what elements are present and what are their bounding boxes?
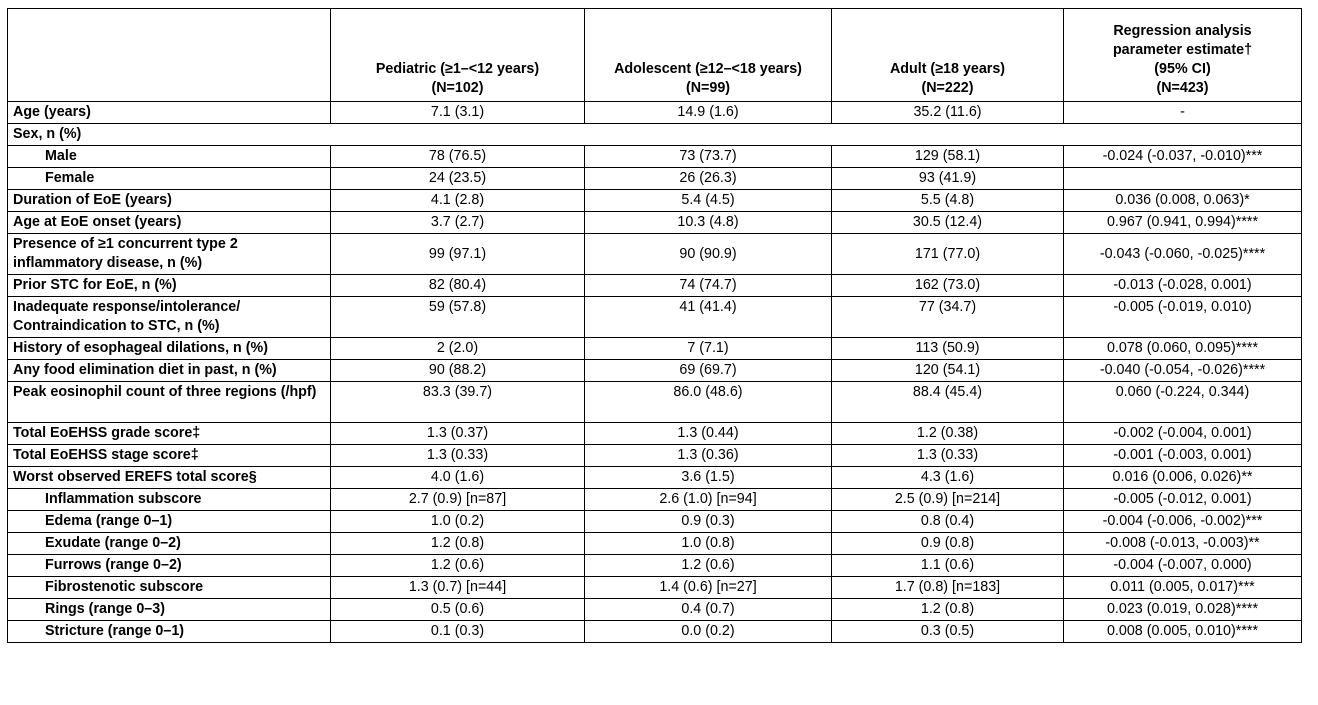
table-row [8,577,1302,599]
cell-value [1064,168,1302,190]
cell-value: 0.5 (0.6) [331,599,585,621]
cell-value: 1.1 (0.6) [832,555,1064,577]
cell-value: 1.3 (0.33) [832,445,1064,467]
row-label: Worst observed EREFS total score§ [8,467,331,489]
cell-value: 2.6 (1.0) [n=94] [585,489,832,511]
cell-value: -0.013 (-0.028, 0.001) [1064,275,1302,297]
cell-value: 171 (77.0) [832,234,1064,275]
row-label: Age (years) [8,102,331,124]
column-header-line: (N=102) [431,80,484,96]
column-header-line: parameter estimate† [1112,42,1253,58]
cell-value: 129 (58.1) [832,146,1064,168]
cell-value: 59 (57.8) [331,297,585,338]
table-row [8,212,1302,234]
column-header-3 [832,9,1064,102]
cell-value: 0.3 (0.5) [832,621,1064,643]
column-header-line: Adolescent (≥12–<18 years) [614,61,802,77]
cell-value: 1.2 (0.6) [331,555,585,577]
row-label: Total EoEHSS stage score‡ [8,445,331,467]
cell-value: 3.7 (2.7) [331,212,585,234]
row-label: Inflammation subscore [8,489,331,511]
cell-value: 1.3 (0.44) [585,423,832,445]
row-label: Edema (range 0–1) [8,511,331,533]
cell-value: 26 (26.3) [585,168,832,190]
column-header-line: (N=99) [685,80,731,96]
table-row [8,599,1302,621]
row-label: Male [8,146,331,168]
cell-value: 78 (76.5) [331,146,585,168]
cell-value: 73 (73.7) [585,146,832,168]
row-label: Stricture (range 0–1) [8,621,331,643]
cell-value: -0.002 (-0.004, 0.001) [1064,423,1302,445]
cell-value: 1.3 (0.36) [585,445,832,467]
table-row [8,168,1302,190]
cell-value: 1.4 (0.6) [n=27] [585,577,832,599]
header-row [8,9,1302,102]
cell-value: 14.9 (1.6) [585,102,832,124]
cell-value: 99 (97.1) [331,234,585,275]
column-header-4 [1064,9,1302,102]
cell-value: 10.3 (4.8) [585,212,832,234]
row-label: Rings (range 0–3) [8,599,331,621]
cell-value: -0.040 (-0.054, -0.026)**** [1064,360,1302,382]
cell-value: 1.2 (0.6) [585,555,832,577]
cell-value: 35.2 (11.6) [832,102,1064,124]
cell-value: 88.4 (45.4) [832,382,1064,423]
cell-value: 0.023 (0.019, 0.028)**** [1064,599,1302,621]
cell-value: -0.024 (-0.037, -0.010)*** [1064,146,1302,168]
cell-value: 83.3 (39.7) [331,382,585,423]
cell-value: 0.011 (0.005, 0.017)*** [1064,577,1302,599]
table-row [8,382,1302,423]
cell-value: -0.008 (-0.013, -0.003)** [1064,533,1302,555]
cell-value: 162 (73.0) [832,275,1064,297]
cell-value: 0.1 (0.3) [331,621,585,643]
cell-value: 2 (2.0) [331,338,585,360]
cell-value: 4.1 (2.8) [331,190,585,212]
cell-value: 90 (88.2) [331,360,585,382]
row-label: Female [8,168,331,190]
cell-value: 69 (69.7) [585,360,832,382]
cell-value: -0.004 (-0.006, -0.002)*** [1064,511,1302,533]
cell-value: 3.6 (1.5) [585,467,832,489]
column-header-line: Regression analysis [1113,23,1252,39]
cell-value: 5.5 (4.8) [832,190,1064,212]
row-label: Duration of EoE (years) [8,190,331,212]
row-label: Total EoEHSS grade score‡ [8,423,331,445]
table-row [8,146,1302,168]
cell-value: 1.7 (0.8) [n=183] [832,577,1064,599]
cell-value: -0.005 (-0.012, 0.001) [1064,489,1302,511]
cell-value: -0.043 (-0.060, -0.025)**** [1064,234,1302,275]
cell-value: 30.5 (12.4) [832,212,1064,234]
row-label: Inadequate response/intolerance/ Contraindication to STC, n (%) [8,297,331,338]
cell-value: 0.060 (-0.224, 0.344) [1064,382,1302,423]
cell-value: 1.0 (0.8) [585,533,832,555]
table-row [8,338,1302,360]
row-label: History of esophageal dilations, n (%) [8,338,331,360]
cell-value: 0.8 (0.4) [832,511,1064,533]
cell-value: 7.1 (3.1) [331,102,585,124]
cell-value: 7 (7.1) [585,338,832,360]
cell-value: 93 (41.9) [832,168,1064,190]
cell-value: 4.3 (1.6) [832,467,1064,489]
table-row [8,555,1302,577]
cell-value: 74 (74.7) [585,275,832,297]
cell-value: 41 (41.4) [585,297,832,338]
table-row [8,467,1302,489]
cell-value: 86.0 (48.6) [585,382,832,423]
cell-value: 0.078 (0.060, 0.095)**** [1064,338,1302,360]
cell-value: 1.2 (0.8) [331,533,585,555]
table-row [8,360,1302,382]
table-row [8,234,1302,275]
cell-value: - [1064,102,1302,124]
row-label: Age at EoE onset (years) [8,212,331,234]
cell-value: 4.0 (1.6) [331,467,585,489]
table-row [8,621,1302,643]
column-header-0 [8,9,331,102]
row-label: Fibrostenotic subscore [8,577,331,599]
table-row [8,190,1302,212]
table-row [8,445,1302,467]
column-header-line: (N=222) [921,80,974,96]
table-row [8,489,1302,511]
table-row [8,275,1302,297]
cell-value: 90 (90.9) [585,234,832,275]
cell-value: -0.005 (-0.019, 0.010) [1064,297,1302,338]
cell-value: 0.967 (0.941, 0.994)**** [1064,212,1302,234]
cell-value: 1.2 (0.8) [832,599,1064,621]
cell-value: -0.001 (-0.003, 0.001) [1064,445,1302,467]
cell-value: 0.008 (0.005, 0.010)**** [1064,621,1302,643]
column-header-line: Pediatric (≥1–<12 years) [375,61,540,77]
cell-value: 0.9 (0.3) [585,511,832,533]
row-label: Exudate (range 0–2) [8,533,331,555]
table-row [8,423,1302,445]
table-row [8,533,1302,555]
table-row [8,511,1302,533]
cell-value: 2.7 (0.9) [n=87] [331,489,585,511]
cell-value: 113 (50.9) [832,338,1064,360]
table-row [8,102,1302,124]
baseline-characteristics-table [7,8,1302,643]
cell-value: 1.3 (0.37) [331,423,585,445]
cell-value: 2.5 (0.9) [n=214] [832,489,1064,511]
cell-value: 0.0 (0.2) [585,621,832,643]
column-header-2 [585,9,832,102]
table-body [8,102,1302,643]
column-header-line: (95% CI) [1154,61,1211,77]
row-label: Any food elimination diet in past, n (%) [8,360,331,382]
cell-value: 1.3 (0.33) [331,445,585,467]
section-label: Sex, n (%) [8,124,1302,146]
column-header-line: Adult (≥18 years) [889,61,1006,77]
row-label: Prior STC for EoE, n (%) [8,275,331,297]
column-header-1 [331,9,585,102]
column-header-line: (N=423) [1156,80,1209,96]
cell-value: 5.4 (4.5) [585,190,832,212]
cell-value: 24 (23.5) [331,168,585,190]
cell-value: 77 (34.7) [832,297,1064,338]
cell-value: 0.016 (0.006, 0.026)** [1064,467,1302,489]
cell-value: 1.3 (0.7) [n=44] [331,577,585,599]
cell-value: 1.2 (0.38) [832,423,1064,445]
row-label: Presence of ≥1 concurrent type 2 inflammatory disease, n (%) [8,234,331,275]
table-row [8,124,1302,146]
cell-value: -0.004 (-0.007, 0.000) [1064,555,1302,577]
cell-value: 0.036 (0.008, 0.063)* [1064,190,1302,212]
cell-value: 1.0 (0.2) [331,511,585,533]
cell-value: 0.9 (0.8) [832,533,1064,555]
row-label: Furrows (range 0–2) [8,555,331,577]
cell-value: 0.4 (0.7) [585,599,832,621]
table-row [8,297,1302,338]
cell-value: 120 (54.1) [832,360,1064,382]
cell-value: 82 (80.4) [331,275,585,297]
table-header [8,9,1302,102]
row-label: Peak eosinophil count of three regions (/hpf) [8,382,331,423]
